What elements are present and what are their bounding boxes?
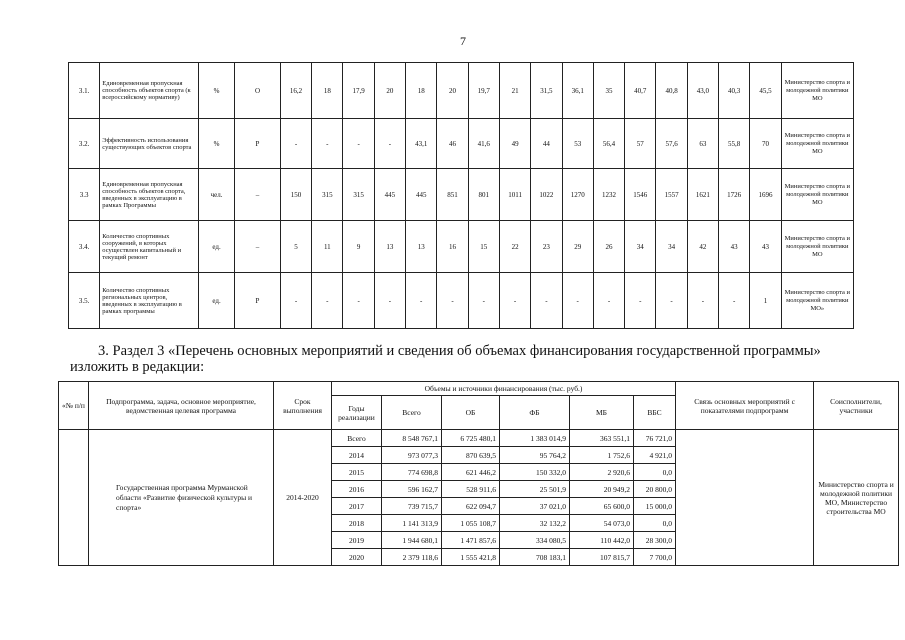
year-cell: Всего — [332, 430, 382, 447]
value-cell: 43 — [750, 221, 781, 273]
unit-cell: % — [199, 119, 235, 169]
year-cell: 2014 — [332, 447, 382, 464]
indicator-row — [69, 119, 854, 169]
value-cell: 1557 — [656, 169, 687, 221]
value-cell: - — [312, 119, 343, 169]
value-cell: 17,9 — [343, 63, 374, 119]
value-cell: - — [719, 273, 750, 329]
ob-cell: 6 725 480,1 — [442, 430, 500, 447]
value-cell: - — [656, 273, 687, 329]
header-executors: Соисполнители, участники — [814, 382, 899, 430]
value-cell: 20 — [374, 63, 405, 119]
value-cell: - — [562, 273, 593, 329]
value-cell: 29 — [562, 221, 593, 273]
fb-cell: 32 132,2 — [500, 515, 570, 532]
indicator-row — [69, 63, 854, 119]
indicators-table — [68, 62, 854, 329]
base-value-cell: Р — [235, 119, 281, 169]
financing-table — [58, 381, 899, 566]
value-cell: 44 — [531, 119, 562, 169]
value-cell: 26 — [593, 221, 624, 273]
ob-cell: 622 094,7 — [442, 498, 500, 515]
value-cell: 13 — [374, 221, 405, 273]
program-executors: Министерство спорта и молодежной политики МО, Министерство строительства МО — [814, 430, 899, 566]
value-cell: 35 — [593, 63, 624, 119]
value-cell: 20 — [437, 63, 468, 119]
section-heading — [70, 343, 870, 375]
vbs-cell: 76 721,0 — [634, 430, 676, 447]
value-cell: - — [437, 273, 468, 329]
mb-cell: 20 949,2 — [570, 481, 634, 498]
mb-cell: 65 600,0 — [570, 498, 634, 515]
fb-cell: 334 080,5 — [500, 532, 570, 549]
row-number: 3.3 — [69, 169, 100, 221]
link-cell — [676, 430, 814, 566]
value-cell: 21 — [499, 63, 530, 119]
value-cell: 1726 — [719, 169, 750, 221]
fb-cell: 95 764,2 — [500, 447, 570, 464]
value-cell: 42 — [687, 221, 718, 273]
value-cell: - — [312, 273, 343, 329]
value-cell: - — [280, 119, 311, 169]
total-cell: 1 141 313,9 — [382, 515, 442, 532]
value-cell: - — [687, 273, 718, 329]
mb-cell: 107 815,7 — [570, 549, 634, 566]
value-cell: - — [280, 273, 311, 329]
year-cell: 2016 — [332, 481, 382, 498]
value-cell: 1270 — [562, 169, 593, 221]
indicator-name: Количество спортивных региональных центров, введенных в эксплуатацию в рамках программы — [100, 273, 199, 329]
value-cell: - — [468, 273, 499, 329]
ob-cell: 528 911,6 — [442, 481, 500, 498]
mb-cell: 2 920,6 — [570, 464, 634, 481]
value-cell: 53 — [562, 119, 593, 169]
value-cell: 34 — [656, 221, 687, 273]
fb-cell: 708 183,1 — [500, 549, 570, 566]
indicator-row — [69, 169, 854, 221]
value-cell: 1232 — [593, 169, 624, 221]
value-cell: 851 — [437, 169, 468, 221]
unit-cell: чел. — [199, 169, 235, 221]
ob-cell: 870 639,5 — [442, 447, 500, 464]
indicator-row — [69, 273, 854, 329]
value-cell: 19,7 — [468, 63, 499, 119]
indicator-row — [69, 221, 854, 273]
total-cell: 1 944 680,1 — [382, 532, 442, 549]
vbs-cell: 7 700,0 — [634, 549, 676, 566]
value-cell: 36,1 — [562, 63, 593, 119]
total-cell: 2 379 118,6 — [382, 549, 442, 566]
year-cell: 2015 — [332, 464, 382, 481]
value-cell: 315 — [312, 169, 343, 221]
value-cell: 40,3 — [719, 63, 750, 119]
base-value-cell: – — [235, 221, 281, 273]
value-cell: 1022 — [531, 169, 562, 221]
total-cell: 774 698,8 — [382, 464, 442, 481]
vbs-cell: 4 921,0 — [634, 447, 676, 464]
value-cell: - — [531, 273, 562, 329]
vbs-cell: 15 000,0 — [634, 498, 676, 515]
value-cell: 11 — [312, 221, 343, 273]
value-cell: - — [499, 273, 530, 329]
ob-cell: 1 471 857,6 — [442, 532, 500, 549]
value-cell: 23 — [531, 221, 562, 273]
value-cell: - — [406, 273, 437, 329]
value-cell: - — [343, 273, 374, 329]
value-cell: 45,5 — [750, 63, 781, 119]
program-number — [59, 430, 89, 566]
unit-cell: ед. — [199, 221, 235, 273]
ob-cell: 621 446,2 — [442, 464, 500, 481]
year-cell: 2017 — [332, 498, 382, 515]
value-cell: 1621 — [687, 169, 718, 221]
value-cell: 43,0 — [687, 63, 718, 119]
row-number: 3.5. — [69, 273, 100, 329]
value-cell: 18 — [406, 63, 437, 119]
year-cell: 2019 — [332, 532, 382, 549]
mb-cell: 54 073,0 — [570, 515, 634, 532]
value-cell: 150 — [280, 169, 311, 221]
executor-cell: Министерство спорта и молодежной политики МО — [781, 119, 853, 169]
year-cell: 2018 — [332, 515, 382, 532]
value-cell: 63 — [687, 119, 718, 169]
value-cell: 34 — [625, 221, 656, 273]
value-cell: - — [374, 273, 405, 329]
value-cell: 13 — [406, 221, 437, 273]
heading-line-1: 3. Раздел 3 «Перечень основных мероприятий и сведения об объемах финансирования государственной программы» — [98, 343, 821, 359]
unit-cell: ед. — [199, 273, 235, 329]
executor-cell: Министерство спорта и молодежной политики МО — [781, 169, 853, 221]
executor-cell: Министерство спорта и молодежной политики МО» — [781, 273, 853, 329]
value-cell: 16 — [437, 221, 468, 273]
fb-cell: 150 332,0 — [500, 464, 570, 481]
header-vbs: ВБС — [634, 396, 676, 430]
page-number: 7 — [460, 34, 466, 48]
value-cell: 46 — [437, 119, 468, 169]
value-cell: 43,1 — [406, 119, 437, 169]
total-cell: 8 548 767,1 — [382, 430, 442, 447]
vbs-cell: 20 800,0 — [634, 481, 676, 498]
base-value-cell: Р — [235, 273, 281, 329]
value-cell: 43 — [719, 221, 750, 273]
fb-cell: 1 383 014,9 — [500, 430, 570, 447]
header-link: Связь основных мероприятий с показателями подпрограмм — [676, 382, 814, 430]
unit-cell: % — [199, 63, 235, 119]
indicator-name: Количество спортивных сооружений, в которых осуществлен капитальный и текущий ремонт — [100, 221, 199, 273]
value-cell: 55,8 — [719, 119, 750, 169]
value-cell: 15 — [468, 221, 499, 273]
year-cell: 2020 — [332, 549, 382, 566]
value-cell: 1011 — [499, 169, 530, 221]
program-term: 2014-2020 — [274, 430, 332, 566]
value-cell: 801 — [468, 169, 499, 221]
header-term: Срок выполнения — [274, 382, 332, 430]
header-ob: ОБ — [442, 396, 500, 430]
value-cell: 1696 — [750, 169, 781, 221]
value-cell: 41,6 — [468, 119, 499, 169]
value-cell: 18 — [312, 63, 343, 119]
value-cell: 9 — [343, 221, 374, 273]
value-cell: 16,2 — [280, 63, 311, 119]
value-cell: 40,8 — [656, 63, 687, 119]
fb-cell: 37 021,0 — [500, 498, 570, 515]
value-cell: 5 — [280, 221, 311, 273]
value-cell: - — [374, 119, 405, 169]
value-cell: - — [343, 119, 374, 169]
value-cell: 445 — [374, 169, 405, 221]
header-mb: МБ — [570, 396, 634, 430]
program-name: Государственная программа Мурманской области «Развитие физической культуры и спорта» — [89, 430, 274, 566]
vbs-cell: 28 300,0 — [634, 532, 676, 549]
row-number: 3.1. — [69, 63, 100, 119]
financing-row — [59, 430, 899, 447]
value-cell: 40,7 — [625, 63, 656, 119]
heading-line-2: изложить в редакции: — [70, 359, 205, 375]
fb-cell: 25 501,9 — [500, 481, 570, 498]
mb-cell: 110 442,0 — [570, 532, 634, 549]
row-number: 3.4. — [69, 221, 100, 273]
value-cell: - — [625, 273, 656, 329]
value-cell: 49 — [499, 119, 530, 169]
total-cell: 596 162,7 — [382, 481, 442, 498]
value-cell: 57 — [625, 119, 656, 169]
mb-cell: 363 551,1 — [570, 430, 634, 447]
value-cell: 57,6 — [656, 119, 687, 169]
header-years: Годы реализации — [332, 396, 382, 430]
value-cell: 31,5 — [531, 63, 562, 119]
header-name: Подпрограмма, задача, основное мероприятие, ведомственная целевая программа — [89, 382, 274, 430]
base-value-cell: О — [235, 63, 281, 119]
header-no: «№ п/п — [59, 382, 89, 430]
executor-cell: Министерство спорта и молодежной политики МО — [781, 63, 853, 119]
ob-cell: 1 055 108,7 — [442, 515, 500, 532]
mb-cell: 1 752,6 — [570, 447, 634, 464]
value-cell: 56,4 — [593, 119, 624, 169]
base-value-cell: – — [235, 169, 281, 221]
ob-cell: 1 555 421,8 — [442, 549, 500, 566]
executor-cell: Министерство спорта и молодежной политики МО — [781, 221, 853, 273]
header-fb: ФБ — [500, 396, 570, 430]
value-cell: - — [593, 273, 624, 329]
header-total: Всего — [382, 396, 442, 430]
value-cell: 22 — [499, 221, 530, 273]
value-cell: 315 — [343, 169, 374, 221]
vbs-cell: 0,0 — [634, 464, 676, 481]
indicator-name: Эффективность использования существующих объектов спорта — [100, 119, 199, 169]
row-number: 3.2. — [69, 119, 100, 169]
indicator-name: Единовременная пропускная способность объектов спорта (к всероссийскому нормативу) — [100, 63, 199, 119]
header-volumes: Объемы и источники финансирования (тыс. руб.) — [332, 382, 676, 396]
value-cell: 445 — [406, 169, 437, 221]
indicator-name: Единовременная пропускная способность объектов спорта, введенных в эксплуатацию в рамках Программы — [100, 169, 199, 221]
total-cell: 739 715,7 — [382, 498, 442, 515]
vbs-cell: 0,0 — [634, 515, 676, 532]
value-cell: 70 — [750, 119, 781, 169]
total-cell: 973 077,3 — [382, 447, 442, 464]
value-cell: 1546 — [625, 169, 656, 221]
value-cell: 1 — [750, 273, 781, 329]
